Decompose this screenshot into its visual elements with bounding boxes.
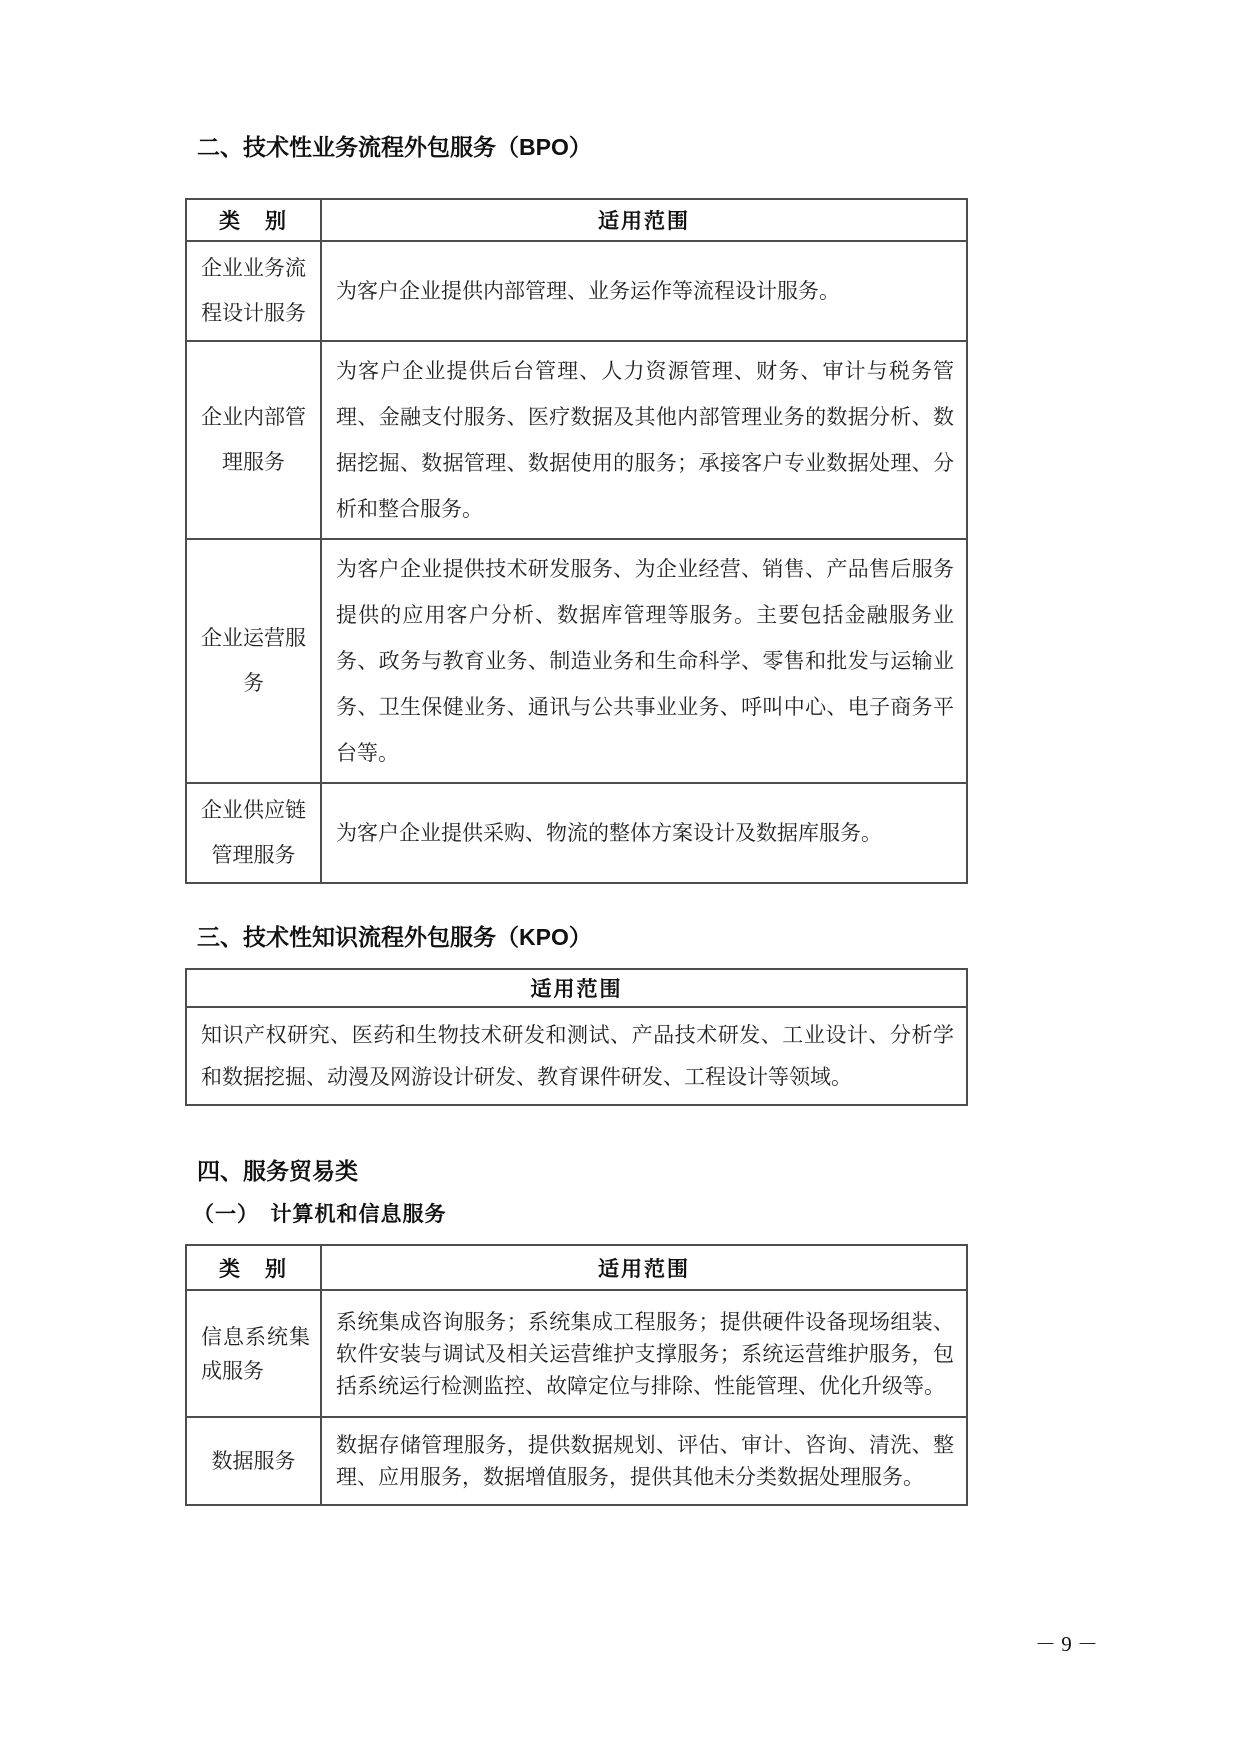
- category-cell: 企业供应链管理服务: [186, 783, 321, 883]
- category-cell: 信息系统集成服务: [186, 1290, 321, 1417]
- table-row: [186, 539, 967, 783]
- scope-cell: 为客户企业提供后台管理、人力资源管理、财务、审计与税务管理、金融支付服务、医疗数据及其他内部管理业务的数据分析、数据挖掘、数据管理、数据使用的服务；承接客户专业数据处理、分析和整合服务。: [321, 341, 967, 539]
- computer-info-table-header-row: [186, 1245, 967, 1290]
- bpo-table-header-row: [186, 199, 967, 241]
- table-row: [186, 1290, 967, 1417]
- category-cell: 企业运营服务: [186, 539, 321, 783]
- section-kpo-heading: 三、技术性知识流程外包服务（KPO）: [197, 924, 592, 950]
- section-bpo-heading: 二、技术性业务流程外包服务（BPO）: [197, 134, 592, 160]
- table-row: [186, 1007, 967, 1105]
- category-cell: 企业业务流程设计服务: [186, 241, 321, 341]
- scope-cell: 知识产权研究、医药和生物技术研发和测试、产品技术研发、工业设计、分析学和数据挖掘、动漫及网游设计研发、教育课件研发、工程设计等领域。: [186, 1007, 967, 1105]
- table-row: [186, 341, 967, 539]
- bpo-column-header-scope: 适用范围: [321, 199, 967, 241]
- scope-cell: 为客户企业提供技术研发服务、为企业经营、销售、产品售后服务提供的应用客户分析、数据库管理等服务。主要包括金融服务业务、政务与教育业务、制造业务和生命科学、零售和批发与运输业务、卫生保健业务、通讯与公共事业业务、呼叫中心、电子商务平台等。: [321, 539, 967, 783]
- scope-cell: 数据存储管理服务，提供数据规划、评估、审计、咨询、清洗、整理、应用服务，数据增值服务，提供其他未分类数据处理服务。: [321, 1417, 967, 1505]
- category-cell: 企业内部管理服务: [186, 341, 321, 539]
- scope-cell: 为客户企业提供内部管理、业务运作等流程设计服务。: [321, 241, 967, 341]
- kpo-column-header-scope: 适用范围: [186, 969, 967, 1007]
- section-service-trade: [185, 1156, 968, 1506]
- section-bpo: [185, 132, 968, 884]
- section-kpo: [185, 922, 968, 1106]
- scope-cell: 系统集成咨询服务；系统集成工程服务；提供硬件设备现场组装、软件安装与调试及相关运营维护支撑服务；系统运营维护服务，包括系统运行检测监控、故障定位与排除、性能管理、优化升级等。: [321, 1290, 967, 1417]
- scope-cell: 为客户企业提供采购、物流的整体方案设计及数据库服务。: [321, 783, 967, 883]
- table-row: [186, 1417, 967, 1505]
- section-trade-heading: 四、服务贸易类: [197, 1158, 358, 1184]
- ci-column-header-scope: 适用范围: [321, 1245, 967, 1290]
- category-cell: 数据服务: [186, 1417, 321, 1505]
- table-row: [186, 783, 967, 883]
- kpo-table-header-row: [186, 969, 967, 1007]
- bpo-column-header-category: 类 别: [186, 199, 321, 241]
- computer-info-table: [185, 1244, 968, 1506]
- page-number: － 9 －: [1035, 1632, 1098, 1656]
- ci-column-header-category: 类 别: [186, 1245, 321, 1290]
- table-row: [186, 241, 967, 341]
- page-content: [185, 0, 968, 1506]
- kpo-table: [185, 968, 968, 1106]
- bpo-table: [185, 198, 968, 884]
- subsection-computer-info-heading: （一） 计算机和信息服务: [193, 1202, 447, 1226]
